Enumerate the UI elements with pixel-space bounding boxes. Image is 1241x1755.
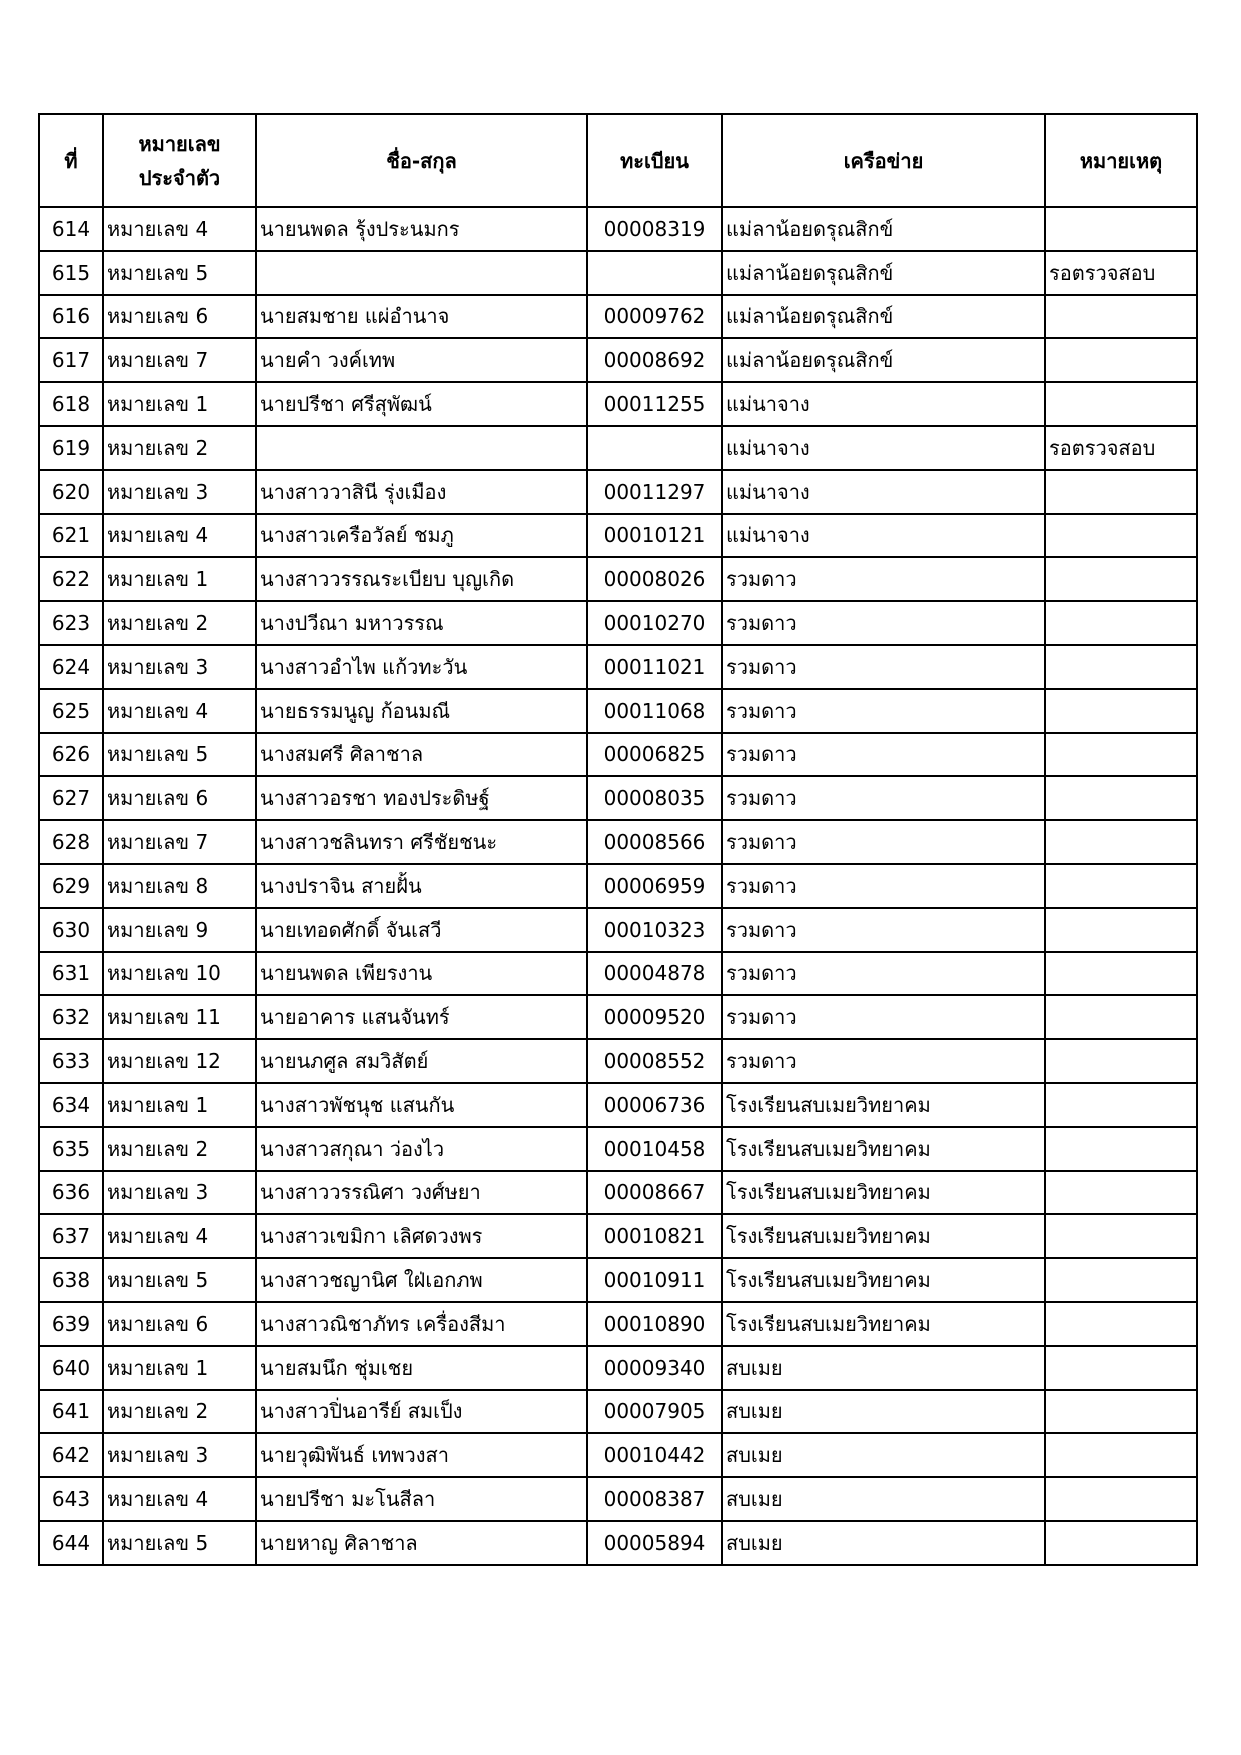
cell-name: นางสาวชญานิศ ใฝ่เอกภพ bbox=[256, 1258, 587, 1302]
cell-id: หมายเลข 2 bbox=[103, 1390, 256, 1434]
table-row bbox=[39, 733, 1197, 777]
cell-network: รวมดาว bbox=[722, 864, 1045, 908]
cell-id: หมายเลข 4 bbox=[103, 1477, 256, 1521]
cell-name: นายนภศูล สมวิสัตย์ bbox=[256, 1039, 587, 1083]
cell-id: หมายเลข 3 bbox=[103, 470, 256, 514]
cell-network: โรงเรียนสบเมยวิทยาคม bbox=[722, 1214, 1045, 1258]
cell-network: โรงเรียนสบเมยวิทยาคม bbox=[722, 1171, 1045, 1215]
cell-no: 623 bbox=[39, 601, 103, 645]
cell-name: นางสาววรรณระเบียบ บุญเกิด bbox=[256, 557, 587, 601]
cell-registration: 00007905 bbox=[587, 1390, 722, 1434]
header-note: หมายเหตุ bbox=[1045, 114, 1197, 207]
cell-registration: 00011255 bbox=[587, 382, 722, 426]
cell-network: โรงเรียนสบเมยวิทยาคม bbox=[722, 1258, 1045, 1302]
table-row bbox=[39, 1390, 1197, 1434]
cell-network: แม่ลาน้อยดรุณสิกข์ bbox=[722, 338, 1045, 382]
header-id-line2: ประจำตัว bbox=[138, 165, 221, 190]
cell-note bbox=[1045, 601, 1197, 645]
cell-network: โรงเรียนสบเมยวิทยาคม bbox=[722, 1127, 1045, 1171]
roster-table bbox=[38, 113, 1198, 1566]
cell-id: หมายเลข 4 bbox=[103, 689, 256, 733]
cell-registration: 00008319 bbox=[587, 207, 722, 251]
table-row bbox=[39, 1127, 1197, 1171]
header-no: ที่ bbox=[39, 114, 103, 207]
cell-name: นางสมศรี ศิลาชาล bbox=[256, 733, 587, 777]
cell-note bbox=[1045, 952, 1197, 996]
cell-registration: 00010121 bbox=[587, 514, 722, 558]
cell-registration: 00010911 bbox=[587, 1258, 722, 1302]
header-id bbox=[103, 114, 256, 207]
cell-name: นายหาญ ศิลาชาล bbox=[256, 1521, 587, 1565]
cell-no: 629 bbox=[39, 864, 103, 908]
table-row bbox=[39, 908, 1197, 952]
cell-registration: 00010458 bbox=[587, 1127, 722, 1171]
cell-no: 642 bbox=[39, 1433, 103, 1477]
cell-name: นายปรีชา ศรีสุพัฒน์ bbox=[256, 382, 587, 426]
cell-registration: 00009520 bbox=[587, 995, 722, 1039]
cell-id: หมายเลข 5 bbox=[103, 1258, 256, 1302]
cell-note bbox=[1045, 1433, 1197, 1477]
cell-id: หมายเลข 4 bbox=[103, 514, 256, 558]
table-row bbox=[39, 645, 1197, 689]
cell-registration: 00011068 bbox=[587, 689, 722, 733]
cell-no: 626 bbox=[39, 733, 103, 777]
cell-registration: 00008035 bbox=[587, 776, 722, 820]
cell-name bbox=[256, 251, 587, 295]
header-registration: ทะเบียน bbox=[587, 114, 722, 207]
cell-name: นางปวีณา มหาวรรณ bbox=[256, 601, 587, 645]
cell-note bbox=[1045, 207, 1197, 251]
cell-registration: 00010821 bbox=[587, 1214, 722, 1258]
cell-no: 619 bbox=[39, 426, 103, 470]
cell-note bbox=[1045, 1302, 1197, 1346]
cell-registration: 00010442 bbox=[587, 1433, 722, 1477]
cell-note bbox=[1045, 557, 1197, 601]
cell-network: รวมดาว bbox=[722, 952, 1045, 996]
cell-note bbox=[1045, 382, 1197, 426]
cell-no: 638 bbox=[39, 1258, 103, 1302]
cell-note bbox=[1045, 1346, 1197, 1390]
table-row bbox=[39, 1171, 1197, 1215]
cell-no: 640 bbox=[39, 1346, 103, 1390]
cell-network: รวมดาว bbox=[722, 1039, 1045, 1083]
cell-name: นางสาวอรชา ทองประดิษฐ์ bbox=[256, 776, 587, 820]
cell-registration: 00011021 bbox=[587, 645, 722, 689]
table-row bbox=[39, 776, 1197, 820]
cell-id: หมายเลข 2 bbox=[103, 601, 256, 645]
header-id-line1: หมายเลข bbox=[138, 131, 221, 156]
cell-registration bbox=[587, 251, 722, 295]
cell-id: หมายเลข 5 bbox=[103, 251, 256, 295]
cell-note bbox=[1045, 995, 1197, 1039]
cell-registration: 00004878 bbox=[587, 952, 722, 996]
cell-id: หมายเลข 11 bbox=[103, 995, 256, 1039]
cell-network: รวมดาว bbox=[722, 776, 1045, 820]
cell-registration: 00011297 bbox=[587, 470, 722, 514]
cell-note bbox=[1045, 645, 1197, 689]
cell-id: หมายเลข 3 bbox=[103, 1171, 256, 1215]
cell-no: 628 bbox=[39, 820, 103, 864]
cell-note bbox=[1045, 1477, 1197, 1521]
table-row bbox=[39, 251, 1197, 295]
cell-network: สบเมย bbox=[722, 1346, 1045, 1390]
table-row bbox=[39, 1433, 1197, 1477]
cell-no: 614 bbox=[39, 207, 103, 251]
table-row bbox=[39, 557, 1197, 601]
cell-registration: 00006825 bbox=[587, 733, 722, 777]
cell-network: รวมดาว bbox=[722, 689, 1045, 733]
cell-note bbox=[1045, 1390, 1197, 1434]
cell-registration: 00010323 bbox=[587, 908, 722, 952]
cell-id: หมายเลข 2 bbox=[103, 426, 256, 470]
cell-registration: 00008692 bbox=[587, 338, 722, 382]
cell-no: 621 bbox=[39, 514, 103, 558]
table-row bbox=[39, 382, 1197, 426]
cell-registration: 00008026 bbox=[587, 557, 722, 601]
cell-network: แม่ลาน้อยดรุณสิกข์ bbox=[722, 207, 1045, 251]
cell-no: 637 bbox=[39, 1214, 103, 1258]
cell-name: นายนพดล รุ้งประนมกร bbox=[256, 207, 587, 251]
cell-no: 616 bbox=[39, 295, 103, 339]
cell-name: นางสาวพัชนุช แสนกัน bbox=[256, 1083, 587, 1127]
cell-id: หมายเลข 1 bbox=[103, 557, 256, 601]
cell-no: 639 bbox=[39, 1302, 103, 1346]
cell-name: นายอาคาร แสนจันทร์ bbox=[256, 995, 587, 1039]
cell-name: นางสาวณิชาภัทร เครื่องสีมา bbox=[256, 1302, 587, 1346]
cell-network: รวมดาว bbox=[722, 733, 1045, 777]
cell-note bbox=[1045, 1127, 1197, 1171]
table-row bbox=[39, 864, 1197, 908]
table-row bbox=[39, 1477, 1197, 1521]
cell-registration: 00006736 bbox=[587, 1083, 722, 1127]
cell-registration: 00008566 bbox=[587, 820, 722, 864]
cell-no: 633 bbox=[39, 1039, 103, 1083]
cell-network: รวมดาว bbox=[722, 601, 1045, 645]
cell-no: 615 bbox=[39, 251, 103, 295]
cell-id: หมายเลข 12 bbox=[103, 1039, 256, 1083]
cell-no: 634 bbox=[39, 1083, 103, 1127]
cell-id: หมายเลข 6 bbox=[103, 1302, 256, 1346]
cell-no: 617 bbox=[39, 338, 103, 382]
cell-id: หมายเลข 2 bbox=[103, 1127, 256, 1171]
table-row bbox=[39, 820, 1197, 864]
cell-name: นางสาวเขมิกา เลิศดวงพร bbox=[256, 1214, 587, 1258]
header-row bbox=[39, 114, 1197, 207]
table-row bbox=[39, 1302, 1197, 1346]
cell-note: รอตรวจสอบ bbox=[1045, 251, 1197, 295]
cell-id: หมายเลข 1 bbox=[103, 1346, 256, 1390]
cell-name: นางสาววาสินี รุ่งเมือง bbox=[256, 470, 587, 514]
cell-id: หมายเลข 4 bbox=[103, 1214, 256, 1258]
table-header bbox=[39, 114, 1197, 207]
cell-id: หมายเลข 4 bbox=[103, 207, 256, 251]
cell-note bbox=[1045, 820, 1197, 864]
cell-network: แม่ลาน้อยดรุณสิกข์ bbox=[722, 295, 1045, 339]
cell-network: แม่นาจาง bbox=[722, 470, 1045, 514]
table-row bbox=[39, 470, 1197, 514]
cell-note bbox=[1045, 864, 1197, 908]
cell-network: โรงเรียนสบเมยวิทยาคม bbox=[722, 1083, 1045, 1127]
cell-network: รวมดาว bbox=[722, 908, 1045, 952]
cell-no: 641 bbox=[39, 1390, 103, 1434]
cell-note bbox=[1045, 470, 1197, 514]
cell-network: แม่นาจาง bbox=[722, 514, 1045, 558]
cell-name: นางปราจิน สายฝั้น bbox=[256, 864, 587, 908]
cell-id: หมายเลข 7 bbox=[103, 338, 256, 382]
cell-registration: 00008552 bbox=[587, 1039, 722, 1083]
cell-note bbox=[1045, 1039, 1197, 1083]
table-row bbox=[39, 952, 1197, 996]
cell-id: หมายเลข 8 bbox=[103, 864, 256, 908]
cell-name: นายวุฒิพันธ์ เทพวงสา bbox=[256, 1433, 587, 1477]
cell-note bbox=[1045, 689, 1197, 733]
cell-no: 631 bbox=[39, 952, 103, 996]
cell-name: นางสาวชลินทรา ศรีชัยชนะ bbox=[256, 820, 587, 864]
table-row bbox=[39, 514, 1197, 558]
cell-network: รวมดาว bbox=[722, 557, 1045, 601]
table-row bbox=[39, 1521, 1197, 1565]
cell-no: 627 bbox=[39, 776, 103, 820]
cell-id: หมายเลข 7 bbox=[103, 820, 256, 864]
table-row bbox=[39, 1083, 1197, 1127]
cell-network: สบเมย bbox=[722, 1477, 1045, 1521]
header-network: เครือข่าย bbox=[722, 114, 1045, 207]
cell-registration: 00010890 bbox=[587, 1302, 722, 1346]
cell-id: หมายเลข 3 bbox=[103, 645, 256, 689]
cell-name: นายคำ วงค์เทพ bbox=[256, 338, 587, 382]
cell-no: 624 bbox=[39, 645, 103, 689]
cell-network: รวมดาว bbox=[722, 995, 1045, 1039]
cell-registration: 00006959 bbox=[587, 864, 722, 908]
cell-network: แม่นาจาง bbox=[722, 426, 1045, 470]
cell-id: หมายเลข 6 bbox=[103, 295, 256, 339]
table-row bbox=[39, 1346, 1197, 1390]
cell-no: 618 bbox=[39, 382, 103, 426]
cell-note bbox=[1045, 1171, 1197, 1215]
cell-no: 635 bbox=[39, 1127, 103, 1171]
cell-network: รวมดาว bbox=[722, 820, 1045, 864]
cell-name: นางสาวอำไพ แก้วทะวัน bbox=[256, 645, 587, 689]
cell-note bbox=[1045, 338, 1197, 382]
cell-name: นางสาววรรณิศา วงศ์ษยา bbox=[256, 1171, 587, 1215]
cell-note bbox=[1045, 1083, 1197, 1127]
cell-name: นายสมนึก ชุ่มเชย bbox=[256, 1346, 587, 1390]
cell-registration bbox=[587, 426, 722, 470]
cell-network: แม่ลาน้อยดรุณสิกข์ bbox=[722, 251, 1045, 295]
table-row bbox=[39, 1258, 1197, 1302]
table-row bbox=[39, 295, 1197, 339]
cell-name: นายสมชาย แผ่อำนาจ bbox=[256, 295, 587, 339]
cell-no: 630 bbox=[39, 908, 103, 952]
cell-id: หมายเลข 3 bbox=[103, 1433, 256, 1477]
cell-network: รวมดาว bbox=[722, 645, 1045, 689]
cell-name bbox=[256, 426, 587, 470]
cell-id: หมายเลข 9 bbox=[103, 908, 256, 952]
cell-name: นายปรีชา มะโนสีลา bbox=[256, 1477, 587, 1521]
cell-name: นายธรรมนูญ ก้อนมณี bbox=[256, 689, 587, 733]
cell-no: 644 bbox=[39, 1521, 103, 1565]
cell-network: สบเมย bbox=[722, 1390, 1045, 1434]
cell-registration: 00009762 bbox=[587, 295, 722, 339]
cell-note bbox=[1045, 1258, 1197, 1302]
cell-name: นายเทอดศักดิ์ จันเสวี bbox=[256, 908, 587, 952]
cell-note bbox=[1045, 1521, 1197, 1565]
cell-registration: 00008667 bbox=[587, 1171, 722, 1215]
cell-id: หมายเลข 6 bbox=[103, 776, 256, 820]
table-row bbox=[39, 207, 1197, 251]
cell-registration: 00005894 bbox=[587, 1521, 722, 1565]
cell-name: นางสาวเครือวัลย์ ชมภู bbox=[256, 514, 587, 558]
cell-network: โรงเรียนสบเมยวิทยาคม bbox=[722, 1302, 1045, 1346]
cell-network: สบเมย bbox=[722, 1521, 1045, 1565]
cell-no: 622 bbox=[39, 557, 103, 601]
table-row bbox=[39, 426, 1197, 470]
table-row bbox=[39, 995, 1197, 1039]
cell-registration: 00008387 bbox=[587, 1477, 722, 1521]
cell-note bbox=[1045, 733, 1197, 777]
table-row bbox=[39, 338, 1197, 382]
table-body bbox=[39, 207, 1197, 1565]
cell-network: สบเมย bbox=[722, 1433, 1045, 1477]
cell-note bbox=[1045, 776, 1197, 820]
cell-note bbox=[1045, 514, 1197, 558]
cell-no: 643 bbox=[39, 1477, 103, 1521]
cell-id: หมายเลข 10 bbox=[103, 952, 256, 996]
cell-note bbox=[1045, 1214, 1197, 1258]
cell-no: 620 bbox=[39, 470, 103, 514]
table-row bbox=[39, 1214, 1197, 1258]
cell-id: หมายเลข 5 bbox=[103, 733, 256, 777]
cell-id: หมายเลข 5 bbox=[103, 1521, 256, 1565]
cell-note: รอตรวจสอบ bbox=[1045, 426, 1197, 470]
cell-note bbox=[1045, 295, 1197, 339]
cell-name: นางสาวสกุณา ว่องไว bbox=[256, 1127, 587, 1171]
cell-no: 636 bbox=[39, 1171, 103, 1215]
cell-no: 632 bbox=[39, 995, 103, 1039]
header-name: ชื่อ-สกุล bbox=[256, 114, 587, 207]
cell-no: 625 bbox=[39, 689, 103, 733]
cell-id: หมายเลข 1 bbox=[103, 1083, 256, 1127]
cell-name: นางสาวปิ่นอารีย์ สมเป็ง bbox=[256, 1390, 587, 1434]
cell-note bbox=[1045, 908, 1197, 952]
table-row bbox=[39, 601, 1197, 645]
cell-name: นายนพดล เพียรงาน bbox=[256, 952, 587, 996]
table-row bbox=[39, 689, 1197, 733]
cell-network: แม่นาจาง bbox=[722, 382, 1045, 426]
cell-registration: 00010270 bbox=[587, 601, 722, 645]
table-row bbox=[39, 1039, 1197, 1083]
cell-id: หมายเลข 1 bbox=[103, 382, 256, 426]
cell-registration: 00009340 bbox=[587, 1346, 722, 1390]
